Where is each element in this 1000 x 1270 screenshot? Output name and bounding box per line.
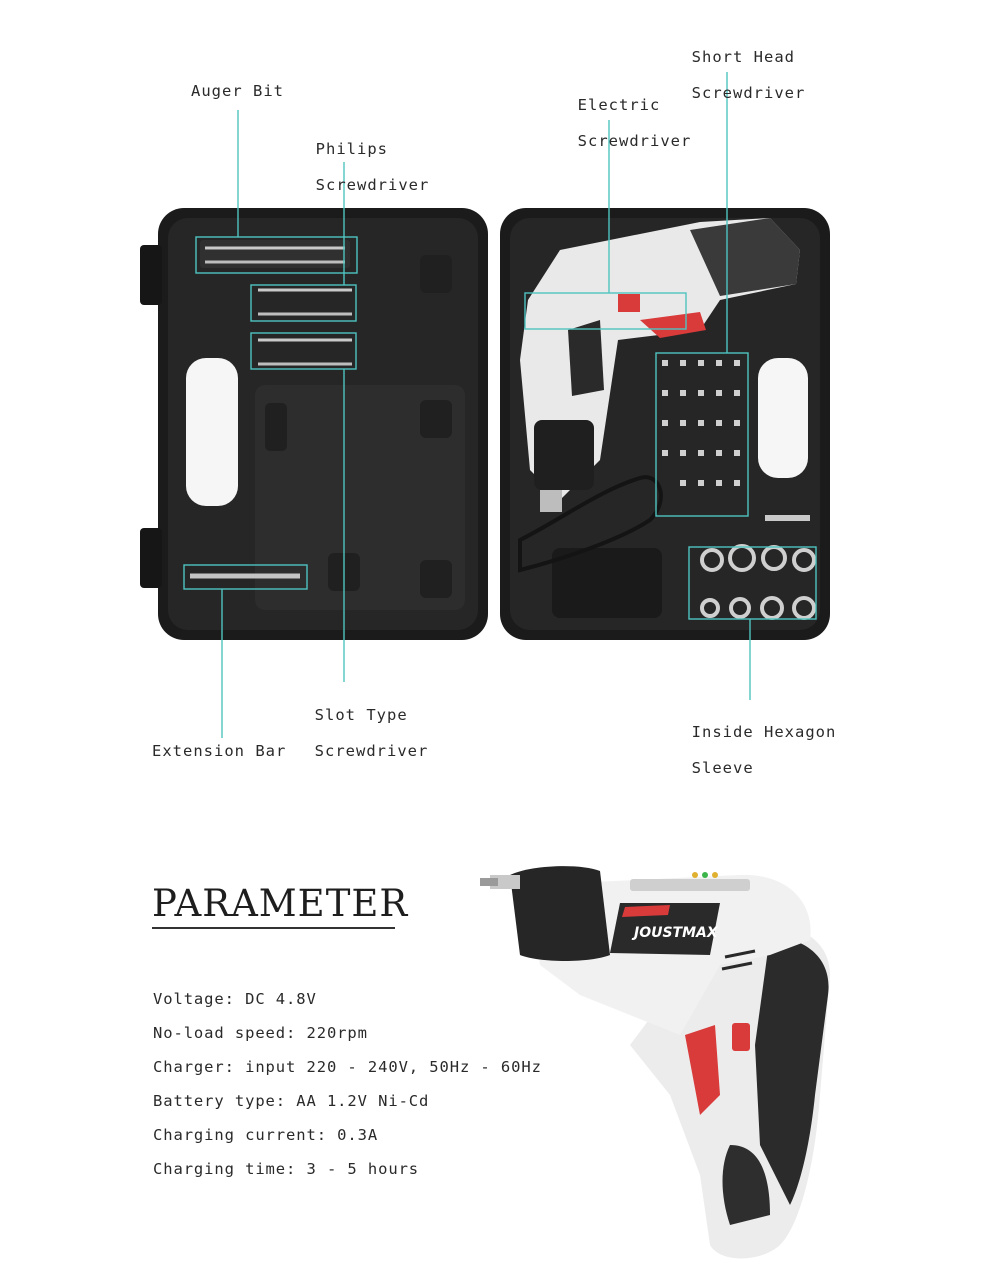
- spec-charging-current: Charging current: 0.3A: [153, 1126, 379, 1144]
- spec-voltage: Voltage: DC 4.8V: [153, 990, 317, 1008]
- callout-hexagon-line2: Sleeve: [691, 759, 754, 777]
- parameter-title: PARAMETER: [152, 882, 409, 925]
- callout-hexagon-line1: Inside Hexagon: [691, 723, 837, 741]
- spec-no-load-speed: No-load speed: 220rpm: [153, 1024, 368, 1042]
- callout-philips-screwdriver: [295, 122, 429, 194]
- spec-charging-time: Charging time: 3 - 5 hours: [153, 1160, 420, 1178]
- drill-brand-logo: JOUSTMAX: [634, 925, 718, 941]
- callout-electric-line1: Electric: [577, 96, 661, 114]
- callout-slot-line2: Screwdriver: [314, 742, 429, 760]
- parameter-title-underline: [152, 927, 395, 929]
- callout-auger-bit: Auger Bit: [191, 82, 284, 100]
- callout-philips-line2: Screwdriver: [315, 176, 430, 194]
- callout-inside-hexagon-sleeve: [671, 705, 836, 777]
- spec-charger: Charger: input 220 - 240V, 50Hz - 60Hz: [153, 1058, 542, 1076]
- callout-short-head-line1: Short Head: [691, 48, 795, 66]
- callout-slot-type-screwdriver: [294, 688, 428, 760]
- callout-slot-line1: Slot Type: [314, 706, 408, 724]
- case-right-half: [500, 208, 830, 640]
- callout-short-head-line2: Screwdriver: [691, 84, 806, 102]
- callout-electric-line2: Screwdriver: [577, 132, 692, 150]
- spec-battery-type: Battery type: AA 1.2V Ni-Cd: [153, 1092, 430, 1110]
- callout-extension-bar: Extension Bar: [152, 742, 287, 760]
- callout-short-head-screwdriver: [671, 30, 805, 102]
- electric-screwdriver-illustration: [470, 845, 850, 1265]
- callout-philips-line1: Philips: [315, 140, 388, 158]
